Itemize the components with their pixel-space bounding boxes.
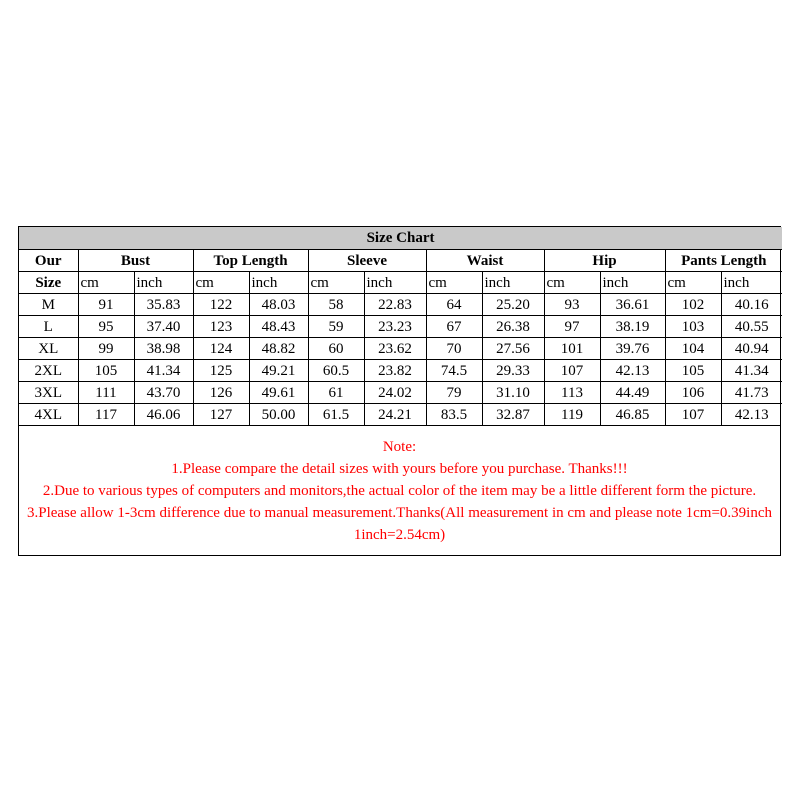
unit-header: cm [665, 272, 721, 294]
measurement-cell: 60 [308, 338, 364, 360]
unit-header: inch [249, 272, 308, 294]
unit-header: inch [600, 272, 665, 294]
measurement-cell: 42.13 [600, 360, 665, 382]
measurement-cell: 74.5 [426, 360, 482, 382]
table-row [19, 338, 782, 360]
measurement-cell: 35.83 [134, 294, 193, 316]
unit-header: cm [308, 272, 364, 294]
measurement-cell: 41.34 [721, 360, 782, 382]
size-cell: 4XL [19, 404, 78, 426]
table-row [19, 404, 782, 426]
notes-heading: Note: [382, 439, 417, 455]
measurement-cell: 59 [308, 316, 364, 338]
note-item-1: 1.Please compare the detail sizes with yours before you purchase. Thanks!!! [171, 461, 628, 477]
size-cell: L [19, 316, 78, 338]
measurement-cell: 105 [665, 360, 721, 382]
measurement-cell: 119 [544, 404, 600, 426]
measurement-cell: 107 [665, 404, 721, 426]
measurement-cell: 22.83 [364, 294, 426, 316]
note-item-2: 2.Due to various types of computers and monitors,the actual color of the item may be a little different form the picture. [42, 483, 757, 499]
measurement-cell: 123 [193, 316, 249, 338]
measurement-cell: 113 [544, 382, 600, 404]
measurement-cell: 38.19 [600, 316, 665, 338]
unit-header: cm [193, 272, 249, 294]
group-header: Waist [426, 250, 544, 272]
measurement-cell: 50.00 [249, 404, 308, 426]
size-header-bottom: Size [19, 272, 78, 294]
group-header: Sleeve [308, 250, 426, 272]
measurement-cell: 38.98 [134, 338, 193, 360]
measurement-cell: 36.61 [600, 294, 665, 316]
measurement-cell: 25.20 [482, 294, 544, 316]
measurement-cell: 46.06 [134, 404, 193, 426]
measurement-cell: 61.5 [308, 404, 364, 426]
measurement-cell: 106 [665, 382, 721, 404]
measurement-cell: 64 [426, 294, 482, 316]
measurement-cell: 101 [544, 338, 600, 360]
measurement-cell: 79 [426, 382, 482, 404]
size-header-top: Our [19, 250, 78, 272]
measurement-cell: 39.76 [600, 338, 665, 360]
unit-header: inch [721, 272, 782, 294]
measurement-cell: 24.21 [364, 404, 426, 426]
measurement-cell: 102 [665, 294, 721, 316]
measurement-cell: 49.61 [249, 382, 308, 404]
measurement-cell: 58 [308, 294, 364, 316]
measurement-cell: 60.5 [308, 360, 364, 382]
measurement-cell: 42.13 [721, 404, 782, 426]
measurement-cell: 105 [78, 360, 134, 382]
measurement-cell: 23.23 [364, 316, 426, 338]
unit-header: inch [364, 272, 426, 294]
measurement-cell: 40.55 [721, 316, 782, 338]
measurement-cell: 37.40 [134, 316, 193, 338]
measurement-cell: 97 [544, 316, 600, 338]
size-cell: 2XL [19, 360, 78, 382]
measurement-cell: 29.33 [482, 360, 544, 382]
measurement-cell: 126 [193, 382, 249, 404]
measurement-cell: 122 [193, 294, 249, 316]
chart-title: Size Chart [19, 227, 782, 250]
measurement-cell: 93 [544, 294, 600, 316]
measurement-cell: 40.16 [721, 294, 782, 316]
measurement-cell: 24.02 [364, 382, 426, 404]
measurement-cell: 67 [426, 316, 482, 338]
measurement-cell: 44.49 [600, 382, 665, 404]
notes-section [19, 425, 780, 555]
measurement-cell: 91 [78, 294, 134, 316]
measurement-cell: 107 [544, 360, 600, 382]
unit-header: cm [544, 272, 600, 294]
size-chart [18, 226, 781, 556]
size-cell: M [19, 294, 78, 316]
size-cell: 3XL [19, 382, 78, 404]
measurement-cell: 26.38 [482, 316, 544, 338]
table-row [19, 316, 782, 338]
measurement-cell: 61 [308, 382, 364, 404]
measurement-cell: 40.94 [721, 338, 782, 360]
measurement-cell: 95 [78, 316, 134, 338]
group-header: Top Length [193, 250, 308, 272]
table-row [19, 294, 782, 316]
measurement-cell: 27.56 [482, 338, 544, 360]
group-header: Bust [78, 250, 193, 272]
measurement-cell: 83.5 [426, 404, 482, 426]
measurement-cell: 43.70 [134, 382, 193, 404]
size-table [19, 227, 782, 425]
unit-header: inch [134, 272, 193, 294]
unit-header: cm [78, 272, 134, 294]
table-row [19, 382, 782, 404]
unit-header: inch [482, 272, 544, 294]
table-row [19, 360, 782, 382]
size-cell: XL [19, 338, 78, 360]
measurement-cell: 111 [78, 382, 134, 404]
measurement-cell: 70 [426, 338, 482, 360]
measurement-cell: 23.62 [364, 338, 426, 360]
note-item-3: 3.Please allow 1-3cm difference due to manual measurement.Thanks(All measurement in cm and please note 1cm=0.39inch 1inch=2.54cm) [26, 505, 773, 543]
measurement-cell: 32.87 [482, 404, 544, 426]
measurement-cell: 117 [78, 404, 134, 426]
measurement-cell: 127 [193, 404, 249, 426]
measurement-cell: 23.82 [364, 360, 426, 382]
measurement-cell: 31.10 [482, 382, 544, 404]
measurement-cell: 124 [193, 338, 249, 360]
measurement-cell: 125 [193, 360, 249, 382]
group-header: Hip [544, 250, 665, 272]
measurement-cell: 104 [665, 338, 721, 360]
group-header: Pants Length [665, 250, 782, 272]
measurement-cell: 99 [78, 338, 134, 360]
measurement-cell: 49.21 [249, 360, 308, 382]
measurement-cell: 48.03 [249, 294, 308, 316]
measurement-cell: 46.85 [600, 404, 665, 426]
measurement-cell: 103 [665, 316, 721, 338]
measurement-cell: 41.34 [134, 360, 193, 382]
unit-header: cm [426, 272, 482, 294]
measurement-cell: 48.82 [249, 338, 308, 360]
measurement-cell: 41.73 [721, 382, 782, 404]
measurement-cell: 48.43 [249, 316, 308, 338]
